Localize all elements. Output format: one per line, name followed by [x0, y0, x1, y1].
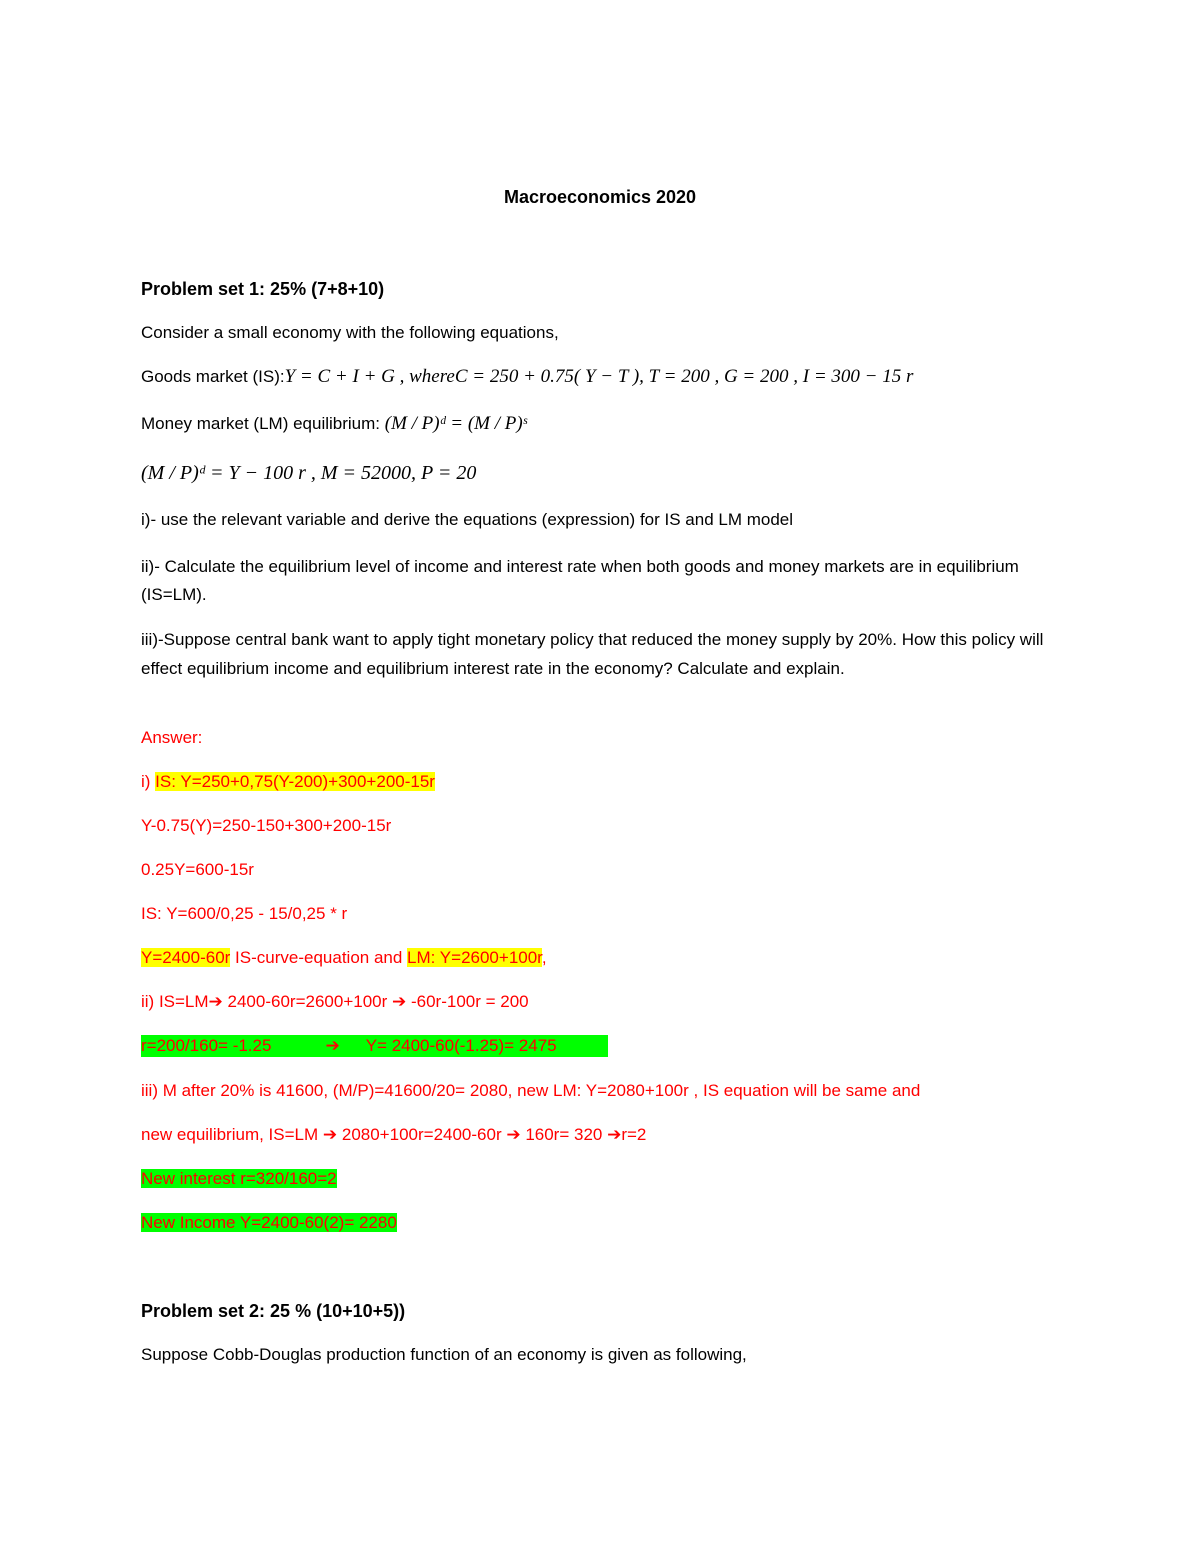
money-market-line	[141, 413, 527, 435]
equilibrium-interest-rate: r=200/160= -1.25	[141, 1036, 272, 1055]
is-equation-highlight: IS: Y=250+0,75(Y-200)+300+200-15r	[155, 772, 435, 791]
goods-market-equation: Y = C + I + G , whereC = 250 + 0.75( Y − T ), T = 200 , G = 200 , I = 300 − 15 r	[284, 366, 914, 387]
answer-5-middle: IS-curve-equation and	[230, 948, 408, 967]
goods-market-label: Goods market (IS):	[141, 367, 285, 386]
question-1: i)- use the relevant variable and derive the equations (expression) for IS and LM model	[141, 510, 794, 529]
arrow-right-icon: ➔	[506, 1125, 521, 1145]
answer-line-11	[141, 1212, 397, 1234]
answer-line-10	[141, 1168, 337, 1190]
problem-set-1-heading: Problem set 1: 25% (7+8+10)	[141, 279, 385, 299]
answer-6-part-a: ii) IS=LM	[141, 992, 209, 1011]
money-demand-equation: (M / P)ᵈ = Y − 100 r , M = 52000, P = 20	[141, 462, 477, 484]
answer-9-part-a: new equilibrium, IS=LM	[141, 1125, 323, 1144]
money-market-equation: (M / P)ᵈ = (M / P)ˢ	[384, 413, 527, 434]
answer-line-4: IS: Y=600/0,25 - 15/0,25 * r	[141, 904, 348, 923]
document-title: Macroeconomics 2020	[503, 187, 697, 207]
answer-9-part-d: r=2	[621, 1125, 647, 1144]
new-income-highlight: New Income Y=2400-60(2)= 2280	[141, 1213, 397, 1232]
question-2: ii)- Calculate the equilibrium level of income and interest rate when both goods and money markets are in equilibrium (IS=LM).	[141, 557, 1019, 604]
problem-2-intro: Suppose Cobb-Douglas production function of an economy is given as following,	[141, 1345, 747, 1364]
answer-line-2: Y-0.75(Y)=250-150+300+200-15r	[141, 816, 392, 835]
answer-1-prefix: i)	[141, 772, 156, 791]
answer-line-3: 0.25Y=600-15r	[141, 860, 254, 879]
money-market-label: Money market (LM) equilibrium:	[141, 414, 385, 433]
problem-1-intro: Consider a small economy with the following equations,	[141, 323, 559, 342]
answer-line-8: iii) M after 20% is 41600, (M/P)=41600/20= 2080, new LM: Y=2080+100r , IS equation will be same and	[141, 1081, 921, 1100]
problem-set-2-heading: Problem set 2: 25 % (10+10+5))	[141, 1301, 406, 1321]
arrow-right-icon: ➔	[392, 992, 407, 1012]
equilibrium-result-highlight	[141, 1035, 608, 1057]
answer-6-part-c: -60r-100r = 200	[406, 992, 529, 1011]
equilibrium-income: Y= 2400-60(-1.25)= 2475	[365, 1036, 557, 1055]
answer-6-part-b: 2400-60r=2600+100r	[222, 992, 392, 1011]
answer-line-5	[141, 947, 547, 969]
answer-label: Answer:	[141, 728, 203, 747]
answer-9-part-b: 2080+100r=2400-60r	[337, 1125, 507, 1144]
answer-line-1	[141, 771, 435, 793]
lm-curve-highlight: LM: Y=2600+100r	[407, 948, 542, 967]
answer-line-9	[141, 1124, 646, 1146]
is-curve-highlight: Y=2400-60r	[141, 948, 231, 967]
answer-9-part-c: 160r= 320	[520, 1125, 608, 1144]
new-interest-highlight: New interest r=320/160=2	[141, 1169, 337, 1188]
arrow-right-icon: ➔	[325, 1036, 340, 1056]
arrow-right-icon: ➔	[607, 1125, 622, 1145]
answer-5-end: ,	[541, 948, 547, 967]
answer-line-6	[141, 991, 529, 1013]
arrow-right-icon: ➔	[208, 992, 223, 1012]
goods-market-line	[141, 366, 913, 388]
question-3: iii)-Suppose central bank want to apply tight monetary policy that reduced the money supply by 20%. How this policy will effect equilibrium income and equilibrium interest rate in the economy? Calculate and explain.	[141, 630, 1044, 678]
arrow-right-icon: ➔	[322, 1125, 338, 1145]
